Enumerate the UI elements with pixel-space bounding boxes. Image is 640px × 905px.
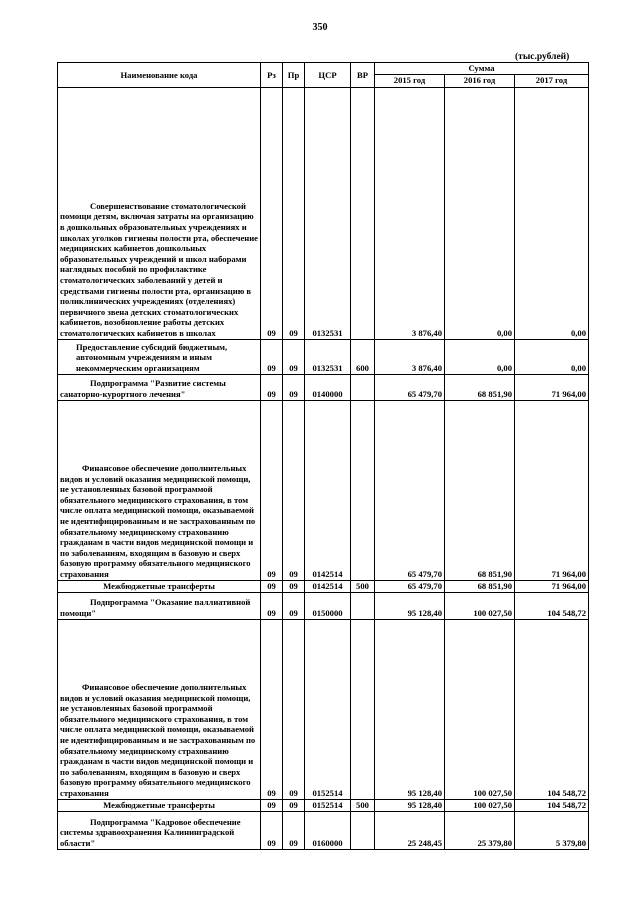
row-pr: 09 [283, 592, 305, 619]
row-csr: 0160000 [305, 811, 351, 849]
row-csr: 0152514 [305, 619, 351, 799]
row-name: Финансовое обеспечение дополнительных видов и условий оказания медицинской помощи, не установленных базовой программой обязательного медицинского страхования, в том числе оплата медицинской помощи, оказываемой не идентифицированным и не застрахованным по обязательному медицинскому страхованию гражданам в части видов медицинской помощи и по заболеваниям, входящим в базовую и сверх базовую программу обязательного медицинского страхования [58, 400, 261, 580]
header-2015: 2015 год [375, 74, 445, 87]
row-rz: 09 [261, 580, 283, 592]
row-2017: 5 379,80 [515, 811, 589, 849]
row-csr: 0140000 [305, 374, 351, 400]
row-2017: 71 964,00 [515, 400, 589, 580]
row-name: Подпрограмма "Развитие системы санаторно-курортного лечения" [58, 374, 261, 400]
row-name: Предоставление субсидий бюджетным, автономным учреждениям и иным некоммерческим организациям [58, 339, 261, 374]
row-rz: 09 [261, 400, 283, 580]
table-row [58, 87, 589, 339]
row-name: Финансовое обеспечение дополнительных видов и условий оказания медицинской помощи, не установленных базовой программой обязательного медицинского страхования, в том числе оплата медицинской помощи, оказываемой не идентифицированным и не застрахованным по обязательному медицинскому страхованию гражданам в части видов медицинской помощи и по заболеваниям, входящим в базовую и сверх базовую программу обязательного медицинского страхования [58, 619, 261, 799]
row-vr [351, 811, 375, 849]
row-csr: 0152514 [305, 799, 351, 811]
row-pr: 09 [283, 400, 305, 580]
row-pr: 09 [283, 580, 305, 592]
row-2016: 100 027,50 [445, 799, 515, 811]
header-2016: 2016 год [445, 74, 515, 87]
row-2017: 0,00 [515, 339, 589, 374]
row-vr [351, 400, 375, 580]
row-2017: 104 548,72 [515, 799, 589, 811]
row-2016: 100 027,50 [445, 619, 515, 799]
row-vr [351, 619, 375, 799]
header-sum: Сумма [375, 63, 589, 75]
row-vr [351, 374, 375, 400]
row-2016: 25 379,80 [445, 811, 515, 849]
row-name: Подпрограмма "Кадровое обеспечение системы здравоохранения Калининградской области" [58, 811, 261, 849]
table-row [58, 400, 589, 580]
row-rz: 09 [261, 87, 283, 339]
header-pr: Пр [283, 63, 305, 88]
row-csr: 0132531 [305, 339, 351, 374]
row-csr: 0142514 [305, 400, 351, 580]
row-name: Подпрограмма "Оказание паллиативной помощи" [58, 592, 261, 619]
table-row [58, 799, 589, 811]
row-2017: 0,00 [515, 87, 589, 339]
row-2015: 95 128,40 [375, 619, 445, 799]
row-2015: 65 479,70 [375, 580, 445, 592]
row-2015: 65 479,70 [375, 400, 445, 580]
budget-table [57, 62, 589, 850]
row-name: Межбюджетные трансферты [58, 580, 261, 592]
row-2016: 100 027,50 [445, 592, 515, 619]
row-csr: 0150000 [305, 592, 351, 619]
row-pr: 09 [283, 87, 305, 339]
header-rz: Рз [261, 63, 283, 88]
row-2015: 3 876,40 [375, 87, 445, 339]
row-pr: 09 [283, 339, 305, 374]
header-vr: ВР [351, 63, 375, 88]
row-2015: 95 128,40 [375, 799, 445, 811]
row-2016: 0,00 [445, 339, 515, 374]
row-rz: 09 [261, 374, 283, 400]
row-2017: 71 964,00 [515, 580, 589, 592]
row-rz: 09 [261, 592, 283, 619]
header-name: Наименование кода [58, 63, 261, 88]
header-csr: ЦСР [305, 63, 351, 88]
row-2016: 68 851,90 [445, 374, 515, 400]
header-row-1 [58, 63, 589, 75]
row-2015: 65 479,70 [375, 374, 445, 400]
row-vr: 500 [351, 580, 375, 592]
row-vr: 600 [351, 339, 375, 374]
row-name: Межбюджетные трансферты [58, 799, 261, 811]
table-row [58, 580, 589, 592]
row-rz: 09 [261, 811, 283, 849]
row-rz: 09 [261, 799, 283, 811]
row-2017: 104 548,72 [515, 619, 589, 799]
table-row [58, 619, 589, 799]
row-2017: 71 964,00 [515, 374, 589, 400]
units-label: (тыс.рублей) [515, 52, 570, 62]
row-vr: 500 [351, 799, 375, 811]
row-2015: 3 876,40 [375, 339, 445, 374]
row-rz: 09 [261, 619, 283, 799]
header-2017: 2017 год [515, 74, 589, 87]
row-vr [351, 592, 375, 619]
row-pr: 09 [283, 811, 305, 849]
row-2016: 0,00 [445, 87, 515, 339]
row-2015: 95 128,40 [375, 592, 445, 619]
table-row [58, 592, 589, 619]
row-2015: 25 248,45 [375, 811, 445, 849]
table-row [58, 811, 589, 849]
row-2016: 68 851,90 [445, 580, 515, 592]
row-pr: 09 [283, 799, 305, 811]
row-name: Совершенствование стоматологической помощи детям, включая затраты на организацию в дошкольных образовательных учреждениях и школах уголков гигиены полости рта, обеспечение медицинских кабинетов дошкольных образовательных учреждений и школ наборами наглядных пособий по профилактике стоматологических заболеваний у детей и средствами гигиены полости рта, организацию в поликлинических учреждениях (отделениях) первичного звена детских стоматологических кабинетов, возобновление работы детских стоматологических кабинетов в школах [58, 87, 261, 339]
row-pr: 09 [283, 374, 305, 400]
row-vr [351, 87, 375, 339]
row-rz: 09 [261, 339, 283, 374]
row-2016: 68 851,90 [445, 400, 515, 580]
page-number: 350 [312, 22, 328, 33]
row-2017: 104 548,72 [515, 592, 589, 619]
row-csr: 0142514 [305, 580, 351, 592]
table-row [58, 339, 589, 374]
row-csr: 0132531 [305, 87, 351, 339]
row-pr: 09 [283, 619, 305, 799]
table-row [58, 374, 589, 400]
